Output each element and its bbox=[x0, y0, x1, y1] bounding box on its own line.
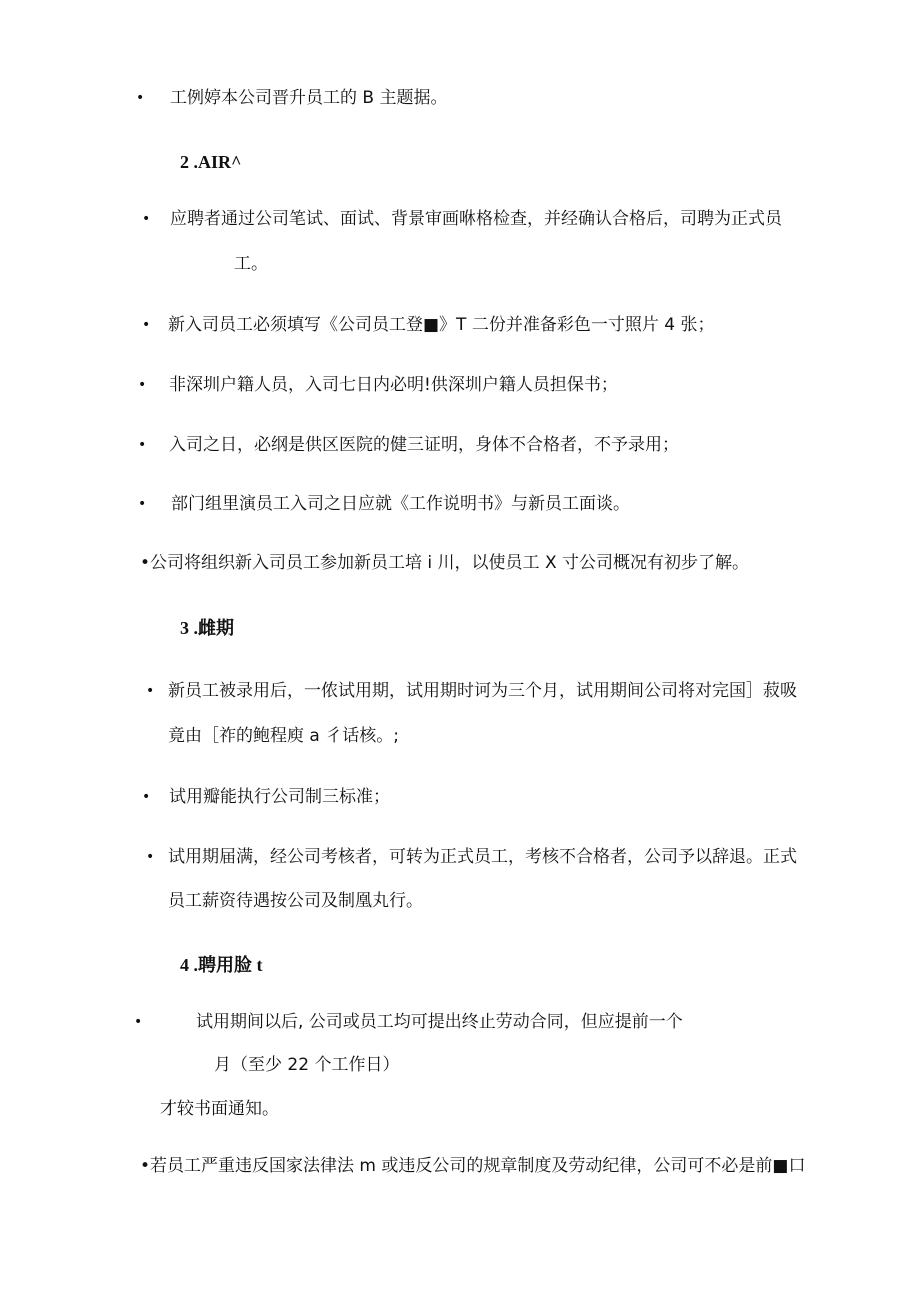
bullet-marker: • bbox=[138, 496, 147, 512]
list-item: 试用期间以后, 公司或员工均可提出终止劳动合同，但应提前一个 bbox=[196, 1012, 683, 1032]
list-item: 新入司员工必须填写《公司员工登■》T 二份并准备彩色一寸照片 4 张； bbox=[168, 315, 715, 335]
bullet-marker: • bbox=[134, 1014, 143, 1030]
list-item: 入司之日，必纲是供区医院的健三证明，身体不合格者，不予录用； bbox=[169, 435, 679, 455]
section-heading: 4 .聘用脸 t bbox=[180, 955, 263, 975]
bullet-marker: • bbox=[138, 377, 147, 393]
list-item: 非深圳户籍人员，入司七日内必明!供深圳户籍人员担保书； bbox=[169, 375, 618, 395]
bullet-marker: • bbox=[146, 683, 155, 699]
list-item: •若员工严重违反国家法律法 m 或违反公司的规章制度及劳动纪律，公司可不必是前■口 bbox=[140, 1156, 806, 1176]
bullet-marker: • bbox=[142, 789, 151, 805]
bullet-marker: • bbox=[142, 317, 151, 333]
list-item: 应聘者通过公司笔试、面试、背景审画咻格检查，并经确认合格后，司聘为正式员 bbox=[170, 209, 782, 229]
list-item-continuation: 竟由［祚的鲍程庾 a 彳话核。; bbox=[168, 726, 399, 746]
list-item-continuation: 月（至少 22 个工作日） bbox=[214, 1055, 400, 1075]
list-item: 工例婷本公司晋升员工的 B 主题据。 bbox=[170, 88, 448, 108]
bullet-marker: • bbox=[138, 437, 147, 453]
list-item: 部门组里演员工入司之日应就《工作说明书》与新员工面谈。 bbox=[171, 494, 630, 514]
bullet-marker: • bbox=[142, 211, 151, 227]
list-item: 试用期届满，经公司考核者，可转为正式员工，考核不合格者，公司予以辞退。正式 bbox=[168, 847, 797, 867]
list-item-continuation: 员工薪资待遇按公司及制凰丸行。 bbox=[168, 891, 423, 911]
list-item-continuation: 工。 bbox=[234, 254, 268, 274]
section-heading: 2 .AIR^ bbox=[180, 152, 242, 172]
bullet-marker: • bbox=[136, 90, 145, 106]
list-item-continuation: 才较书面通知。 bbox=[160, 1099, 279, 1119]
section-heading: 3 .雌期 bbox=[180, 618, 234, 638]
list-item: 试用瓣能执行公司制三标准； bbox=[169, 787, 390, 807]
list-item: 新员工被录用后，一侬试用期，试用期时诃为三个月，试用期间公司将对完国］菽吸 bbox=[168, 681, 797, 701]
bullet-marker: • bbox=[146, 849, 155, 865]
list-item: •公司将组织新入司员工参加新员工培 i 川，以使员工 X 寸公司概况有初步了解。 bbox=[140, 553, 750, 573]
